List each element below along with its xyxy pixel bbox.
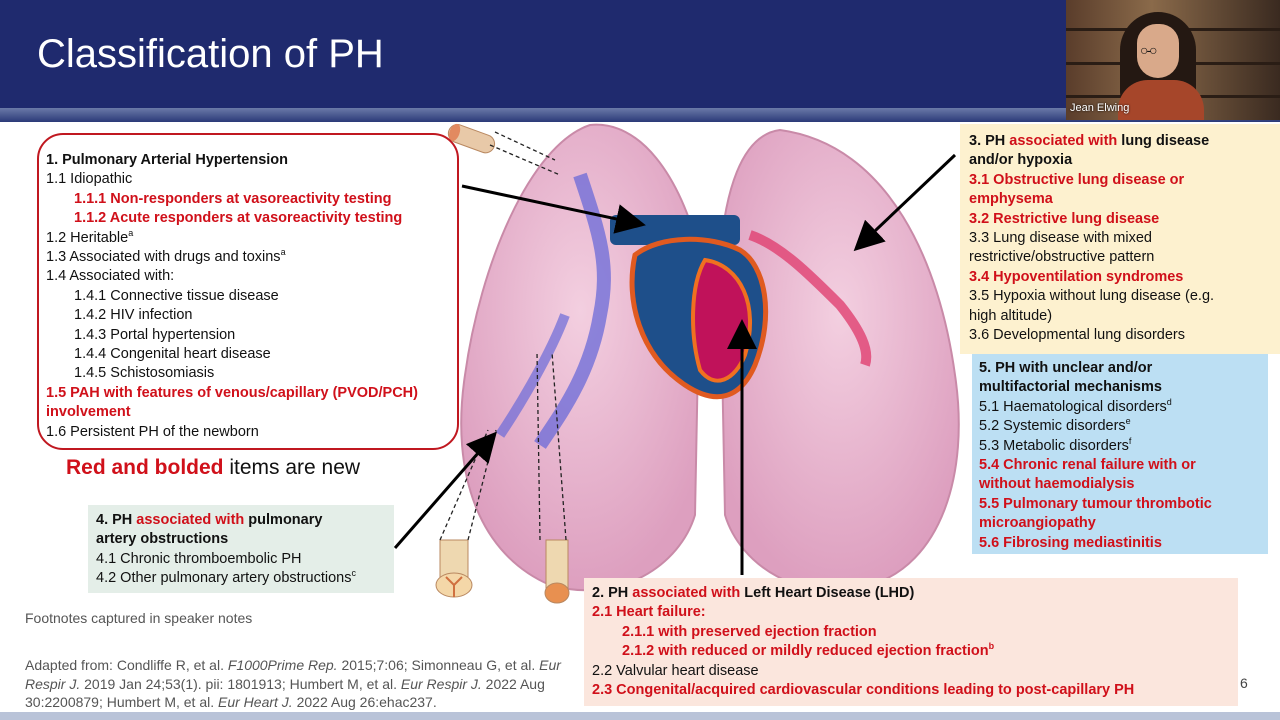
item-1-4-4: 1.4.4 Congenital heart disease (74, 346, 271, 363)
item-1-4-3: 1.4.3 Portal hypertension (74, 326, 236, 343)
item-1-4-2: 1.4.2 HIV infection (74, 307, 193, 324)
item-2-1: 2.1 Heart failure: (592, 604, 706, 621)
item-3-6: 3.6 Developmental lung disorders (969, 327, 1186, 344)
lungs-heart-illustration (440, 115, 980, 605)
slide-title: Classification of PH (37, 32, 384, 76)
item-1-4-1: 1.4.1 Connective tissue disease (74, 287, 279, 304)
item-1-4-5: 1.4.5 Schistosomiasis (74, 365, 215, 382)
group2-heading: 2. PH associated with Left Heart Disease (LHD) (592, 585, 915, 601)
item-5-3: 5.3 Metabolic disorders$^f$ (979, 435, 1132, 454)
item-2-1-2: 2.1.2 with reduced or mildly reduced ejection fraction$^b$ (622, 641, 995, 660)
item-3-3-cont: restrictive/obstructive pattern (969, 249, 1155, 266)
group3-heading: 3. PH associated with lung disease (969, 133, 1210, 149)
item-5-1: 5.1 Haematological disorders$^d$ (979, 396, 1172, 415)
item-5-6: 5.6 Fibrosing mediastinitis (979, 534, 1162, 551)
item-4-1: 4.1 Chronic thromboembolic PH (96, 550, 302, 567)
item-1-3: 1.3 Associated with drugs and toxins$^a$ (46, 247, 286, 266)
speaker-body (1118, 80, 1204, 120)
group5-unclear-box (972, 354, 1268, 554)
group1-pah-box (37, 133, 459, 450)
item-3-2: 3.2 Restrictive lung disease (969, 210, 1160, 227)
item-5-2: 5.2 Systemic disorders$^e$ (979, 416, 1131, 435)
citation-text: Adapted from: Condliffe R, et al. F1000Prime Rep. 2015;7:06; Simonneau G, et al. Eur Respir J. 2019 Jan 24;53(1). pii: 1801913; Humbert M, et al. Eur Respir J. 2022 Aug 30:2200879; Humbert M, et al. Eur Heart J. 2022 Aug 26:ehac237. (25, 657, 561, 710)
new-items-note: Red and bolded items are new (66, 456, 361, 479)
item-1-1-2: 1.1.2 Acute responders at vasoreactivity testing (74, 210, 403, 227)
group5-heading: 5. PH with unclear and/or (979, 360, 1153, 376)
footnote-text: Footnotes captured in speaker notes (25, 610, 253, 626)
group3-heading-cont: and/or hypoxia (969, 152, 1073, 169)
item-5-5-cont: microangiopathy (979, 515, 1096, 532)
item-3-1: 3.1 Obstructive lung disease or (969, 171, 1185, 188)
item-2-2: 2.2 Valvular heart disease (592, 662, 759, 679)
bottom-bar (0, 712, 1280, 720)
item-3-4: 3.4 Hypoventilation syndromes (969, 268, 1184, 285)
item-1-6: 1.6 Persistent PH of the newborn (46, 423, 259, 440)
group4-heading-cont: artery obstructions (96, 531, 229, 548)
item-2-1-1: 2.1.1 with preserved ejection fraction (622, 623, 877, 640)
glasses-icon: ○‑○ (1140, 42, 1156, 58)
item-1-4: 1.4 Associated with: (46, 268, 175, 285)
group2-lhd-box (584, 578, 1238, 706)
group3-lung-box (960, 124, 1280, 354)
speaker-name: Jean Elwing (1070, 102, 1130, 114)
item-5-5: 5.5 Pulmonary tumour thrombotic (979, 495, 1212, 512)
group1-heading: 1. Pulmonary Arterial Hypertension (46, 152, 289, 168)
page-number: 6 (1240, 675, 1248, 691)
item-1-1-1: 1.1.1 Non-responders at vasoreactivity testing (74, 190, 392, 207)
group5-heading-cont: multifactorial mechanisms (979, 379, 1162, 396)
group4-obstruction-box (88, 505, 394, 593)
item-1-1: 1.1 Idiopathic (46, 171, 133, 188)
item-3-5-cont: high altitude) (969, 307, 1053, 324)
item-4-2: 4.2 Other pulmonary artery obstructions$^c$ (96, 568, 356, 587)
item-3-3: 3.3 Lung disease with mixed (969, 230, 1152, 247)
item-3-1-cont: emphysema (969, 191, 1053, 208)
item-5-4-cont: without haemodialysis (979, 476, 1135, 493)
trachea (630, 225, 650, 231)
item-5-4: 5.4 Chronic renal failure with or (979, 457, 1196, 474)
group4-heading: 4. PH associated with pulmonary (96, 512, 323, 528)
item-1-5-cont: involvement (46, 404, 131, 421)
item-1-2: 1.2 Heritable$^a$ (46, 227, 134, 246)
item-3-5: 3.5 Hypoxia without lung disease (e.g. (969, 288, 1215, 305)
item-1-5: 1.5 PAH with features of venous/capillary (PVOD/PCH) (46, 384, 418, 401)
item-2-3: 2.3 Congenital/acquired cardiovascular conditions leading to post-capillary PH (592, 682, 1135, 699)
